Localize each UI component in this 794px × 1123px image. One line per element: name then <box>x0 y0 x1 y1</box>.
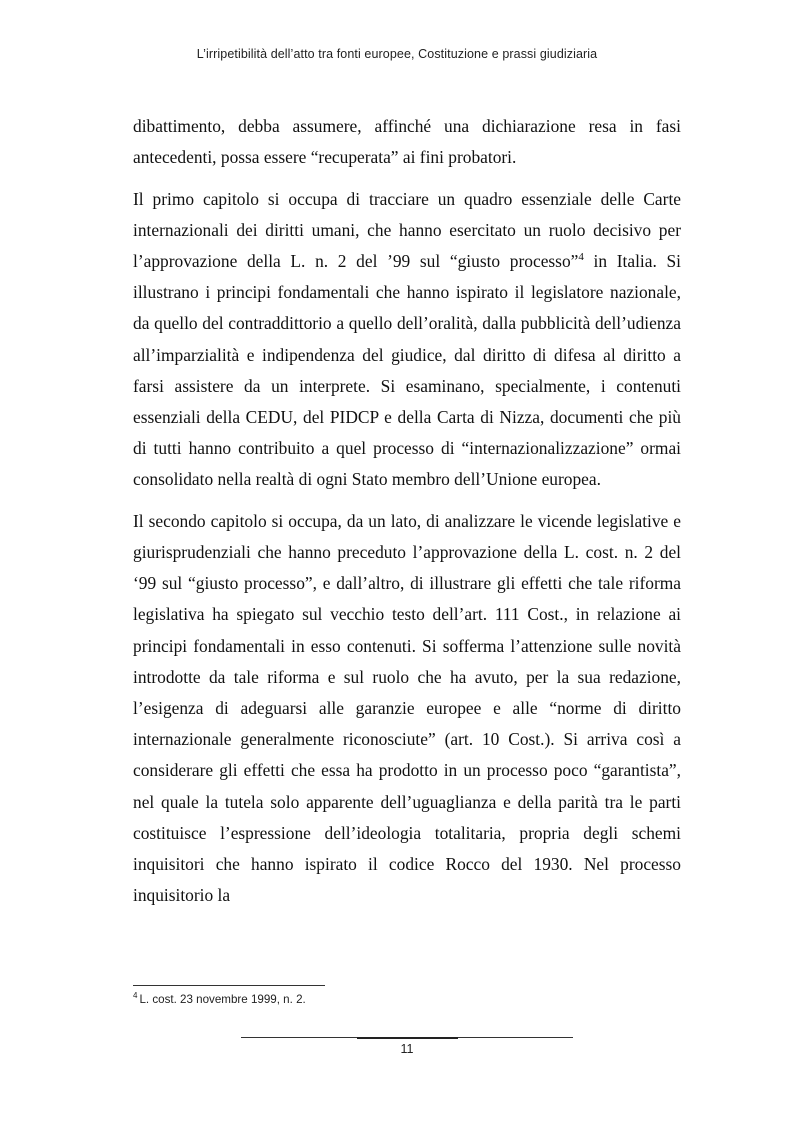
paragraph-1: dibattimento, debba assumere, affinché una dichiarazione resa in fasi antecedenti, possa essere “recuperata” ai fini probatori. <box>133 116 681 168</box>
footnote-separator <box>133 985 325 986</box>
footnote-text: L. cost. 23 novembre 1999, n. 2. <box>139 993 306 1006</box>
footnote-4 <box>133 993 306 1006</box>
footer-separator-accent <box>357 1037 458 1039</box>
body-text <box>133 111 681 922</box>
paragraph-2-text-after-note: in Italia. Si illustrano i principi fondamentali che hanno ispirato il legislatore nazionale, da quello del contraddittorio a quello dell’oralità, dalla pubblicità dell’udienza all’imparzialità e indipendenza del giudice, dal diritto di difesa al diritto a farsi assistere da un interprete. Si esaminano, specialmente, i contenuti essenziali della CEDU, del PIDCP e della Carta di Nizza, documenti che più di tutti hanno contribuito a quel processo di “internazionalizzazione” ormai consolidato nella realtà di ogni Stato membro dell’Unione europea. <box>133 251 681 490</box>
footnote-number: 4 <box>133 991 138 1000</box>
page-number: 11 <box>400 1042 414 1056</box>
paragraph-2-text-before-note: Il primo capitolo si occupa di tracciare un quadro essenziale delle Carte internazionali dei diritti umani, che hanno esercitato un ruolo decisivo per l’approvazione della L. n. 2 del ’99 sul “giusto processo” <box>133 188 681 271</box>
running-header: L’irripetibilità dell’atto tra fonti europee, Costituzione e prassi giudiziaria <box>196 47 598 61</box>
paragraph-3: Il secondo capitolo si occupa, da un lato, di analizzare le vicende legislative e giurisprudenziali che hanno preceduto l’approvazione della L. cost. n. 2 del ‘99 sul “giusto processo”, e dall’altro, di illustrare gli effetti che tale riforma legislativa ha spiegato sul vecchio testo dell’art. 111 Cost., in relazione ai principi fondamentali in esso contenuti. Si sofferma l’attenzione sulle novità introdotte da tale riforma e sul ruolo che ha avuto, per la sua redazione, l’esigenza di adeguarsi alle garanzie europee e alle “norme di diritto internazionale generalmente riconosciute” (art. 10 Cost.). Si arriva così a considerare gli effetti che essa ha prodotto in un processo poco “garantista”, nel quale la tutela solo apparente dell’uguaglianza e della parità tra le parti costituisce l’espressione dell’ideologia totalitaria, propria degli schemi inquisitori che hanno ispirato il codice Rocco del 1930. Nel processo inquisitorio la <box>133 510 681 906</box>
footnote-reference[interactable]: 4 <box>578 251 584 263</box>
paragraph-2 <box>133 184 681 496</box>
